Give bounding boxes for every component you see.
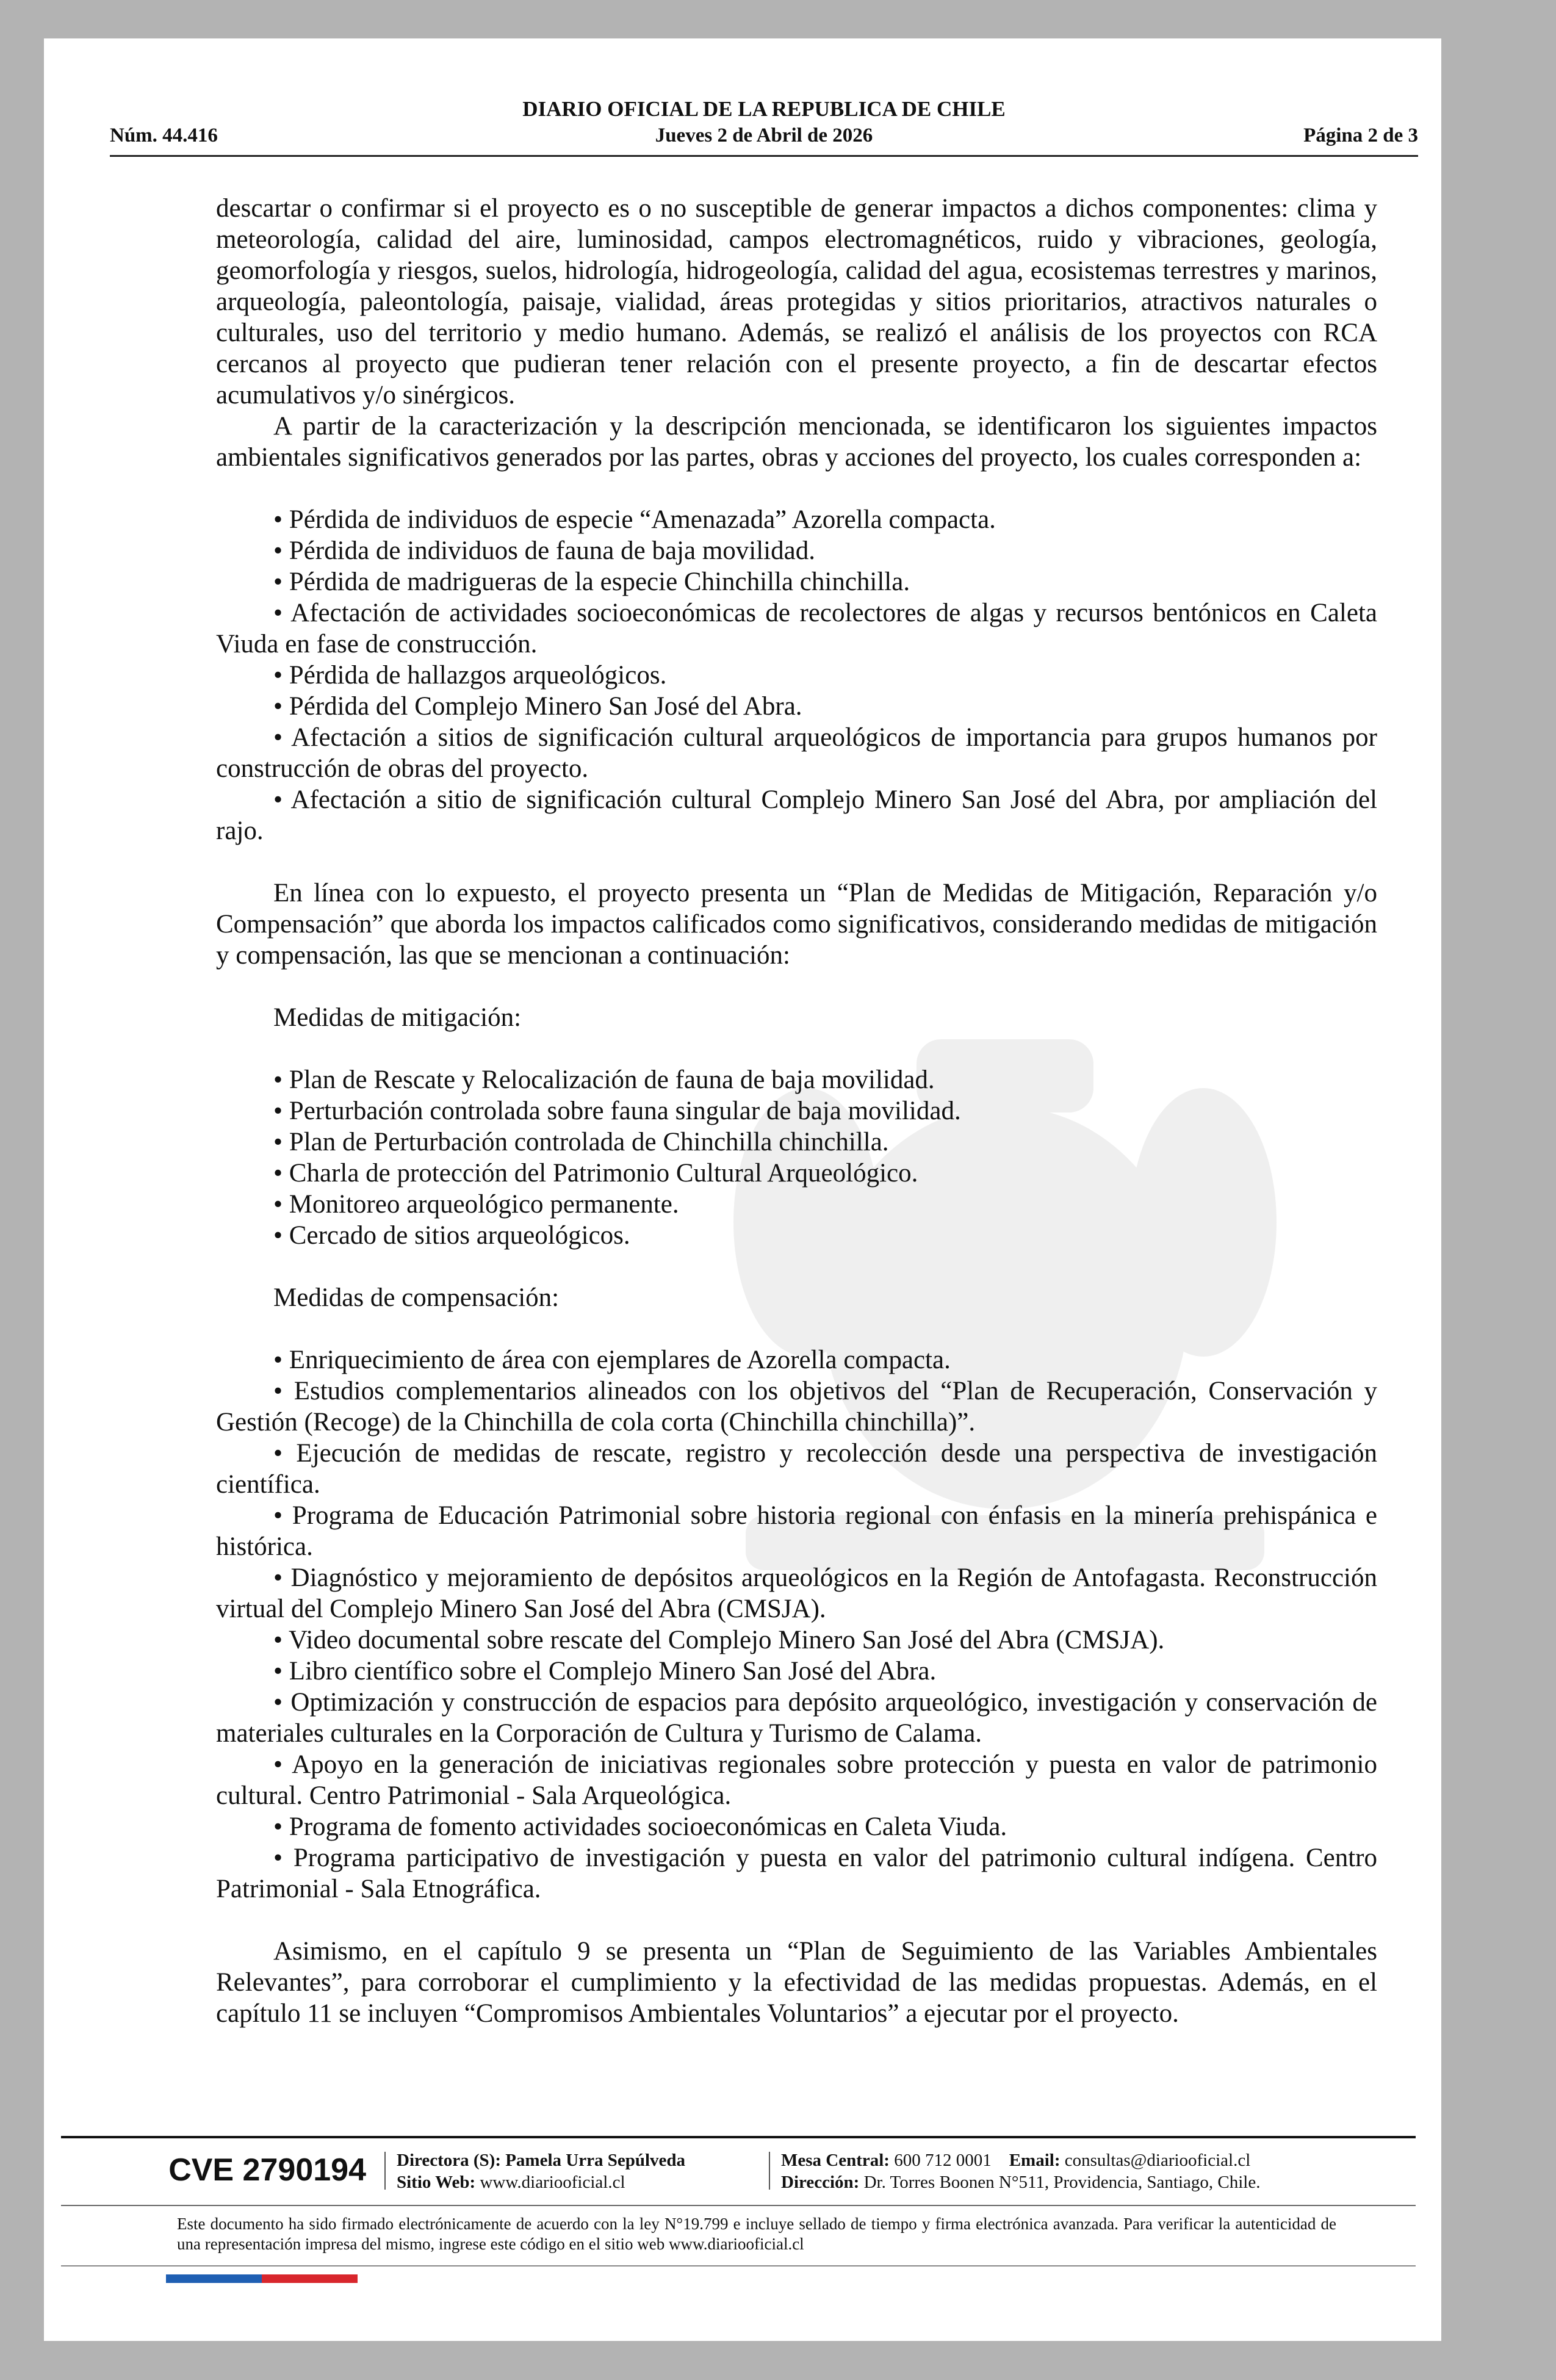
phone-value: 600 712 0001 — [894, 2151, 992, 2170]
mitigation-item: • Plan de Perturbación controlada de Chinchilla chinchilla. — [273, 1128, 889, 1156]
compensation-item: • Programa participativo de investigación y puesta en valor del patrimonio cultural indígena. Centro Patrimonial - Sala Etnográfica. — [216, 1844, 1377, 1903]
footer-separator — [384, 2152, 386, 2190]
issue-number: Núm. 44.416 — [110, 124, 218, 146]
compensation-item: • Apoyo en la generación de iniciativas regionales sobre protección y puesta en valor de patrimonio cultural. Centro Patrimonial - Sala Arqueológica. — [216, 1750, 1377, 1810]
website-link[interactable]: www.diariooficial.cl — [480, 2173, 625, 2192]
flag-stripe-blue — [166, 2274, 262, 2283]
impact-item: • Afectación a sitio de significación cultural Complejo Minero San José del Abra, por ampliación del rajo. — [216, 785, 1377, 845]
compensation-item: • Programa de fomento actividades socioeconómicas en Caleta Viuda. — [273, 1812, 1007, 1841]
newspaper-title: DIARIO OFICIAL DE LA REPUBLICA DE CHILE — [522, 97, 1006, 121]
footer-divider — [61, 2205, 1416, 2206]
footer-director-column — [397, 2149, 685, 2193]
director-name: Directora (S): Pamela Urra Sepúlveda — [397, 2151, 686, 2170]
flag-stripe-red — [262, 2274, 358, 2283]
footer-divider — [61, 2136, 1416, 2138]
cve-code: CVE 2790194 — [168, 2152, 366, 2188]
email-link[interactable]: consultas@diariooficial.cl — [1064, 2151, 1251, 2170]
impact-item: • Pérdida de madrigueras de la especie Chinchilla chinchilla. — [273, 568, 910, 596]
compensation-item: • Libro científico sobre el Complejo Minero San José del Abra. — [273, 1657, 937, 1686]
page-footer — [61, 2141, 1416, 2202]
legal-notice: Este documento ha sido firmado electrónicamente de acuerdo con la ley N°19.799 e incluye sellado de tiempo y firma electrónica avanzada. Para verificar la autenticidad de una representación impresa del mismo, ingrese este código en el sitio web www.diariooficial.cl — [177, 2215, 1336, 2253]
mitigation-item: • Perturbación controlada sobre fauna singular de baja movilidad. — [273, 1097, 961, 1125]
compensation-item: • Optimización y construcción de espacios para depósito arqueológico, investigación y conservación de materiales culturales en la Corporación de Cultura y Turismo de Calama. — [216, 1688, 1377, 1748]
website-label: Sitio Web: — [397, 2173, 476, 2192]
paragraph: A partir de la caracterización y la descripción mencionada, se identificaron los siguientes impactos ambientales significativos generados por las partes, obras y acciones del proyecto, los cuales corresponden a: — [216, 412, 1377, 472]
mitigation-heading: Medidas de mitigación: — [273, 1003, 522, 1032]
paragraph: descartar o confirmar si el proyecto es o no susceptible de generar impactos a dichos componentes: clima y meteorología, calidad del aire, luminosidad, campos electromagnéticos, ruido y vibraciones, geología, geomorfología y riesgos, suelos, hidrología, hidrogeología, calidad del agua, ecosistemas terrestres y marinos, arqueología, paleontología, paisaje, vialidad, áreas protegidas y sitios prioritarios, atractivos naturales o culturales, uso del territorio y medio humano. Además, se realizó el análisis de los proyectos con RCA cercanos al proyecto que pudieran tener relación con el presente proyecto, a fin de descartar efectos acumulativos y/o sinérgicos. — [216, 194, 1377, 409]
impact-item: • Pérdida del Complejo Minero San José del Abra. — [273, 692, 802, 721]
footer-contact-column — [781, 2149, 1260, 2193]
mitigation-item: • Monitoreo arqueológico permanente. — [273, 1190, 679, 1219]
compensation-item: • Estudios complementarios alineados con los objetivos del “Plan de Recuperación, Conservación y Gestión (Recoge) de la Chinchilla de cola corta (Chinchilla chinchilla)”. — [216, 1377, 1377, 1437]
paragraph: En línea con lo expuesto, el proyecto presenta un “Plan de Medidas de Mitigación, Reparación y/o Compensación” que aborda los impactos calificados como significativos, considerando medidas de mitigación y compensación, las que se mencionan a continuación: — [216, 879, 1377, 970]
mitigation-item: • Charla de protección del Patrimonio Cultural Arqueológico. — [273, 1159, 918, 1188]
compensation-item: • Enriquecimiento de área con ejemplares de Azorella compacta. — [273, 1346, 951, 1374]
impact-item: • Pérdida de individuos de especie “Amenazada” Azorella compacta. — [273, 505, 996, 534]
compensation-item: • Ejecución de medidas de rescate, registro y recolección desde una perspectiva de investigación científica. — [216, 1439, 1377, 1499]
mitigation-item: • Plan de Rescate y Relocalización de fauna de baja movilidad. — [273, 1066, 935, 1094]
footer-separator — [769, 2152, 770, 2190]
compensation-item: • Programa de Educación Patrimonial sobre historia regional con énfasis en la minería prehispánica e histórica. — [216, 1501, 1377, 1561]
address-label: Dirección: — [781, 2173, 860, 2192]
impact-item: • Pérdida de hallazgos arqueológicos. — [273, 661, 667, 690]
compensation-item: • Video documental sobre rescate del Complejo Minero San José del Abra (CMSJA). — [273, 1626, 1165, 1654]
issue-date: Jueves 2 de Abril de 2026 — [655, 124, 873, 146]
page-number: Página 2 de 3 — [1303, 124, 1418, 146]
address-value: Dr. Torres Boonen N°511, Providencia, Santiago, Chile. — [863, 2173, 1261, 2192]
flag-stripe — [166, 2274, 358, 2283]
impact-item: • Pérdida de individuos de fauna de baja movilidad. — [273, 536, 815, 565]
compensation-item: • Diagnóstico y mejoramiento de depósitos arqueológicos en la Región de Antofagasta. Reconstrucción virtual del Complejo Minero San José del Abra (CMSJA). — [216, 1563, 1377, 1623]
impact-item: • Afectación de actividades socioeconómicas de recolectores de algas y recursos bentónicos en Caleta Viuda en fase de construcción. — [216, 599, 1377, 658]
document-body — [216, 193, 1377, 2029]
footer-divider — [61, 2265, 1416, 2266]
email-label: Email: — [1009, 2151, 1061, 2170]
phone-label: Mesa Central: — [781, 2151, 890, 2170]
mitigation-item: • Cercado de sitios arqueológicos. — [273, 1221, 630, 1250]
paragraph: Asimismo, en el capítulo 9 se presenta un “Plan de Seguimiento de las Variables Ambientales Relevantes”, para corroborar el cumplimiento y la efectividad de las medidas propuestas. Además, en el capítulo 11 se incluyen “Compromisos Ambientales Voluntarios” a ejecutar por el proyecto. — [216, 1937, 1377, 2028]
page-header — [110, 97, 1418, 157]
compensation-heading: Medidas de compensación: — [273, 1283, 560, 1312]
document-page — [44, 38, 1441, 2341]
impact-item: • Afectación a sitios de significación cultural arqueológicos de importancia para grupos humanos por construcción de obras del proyecto. — [216, 723, 1377, 783]
